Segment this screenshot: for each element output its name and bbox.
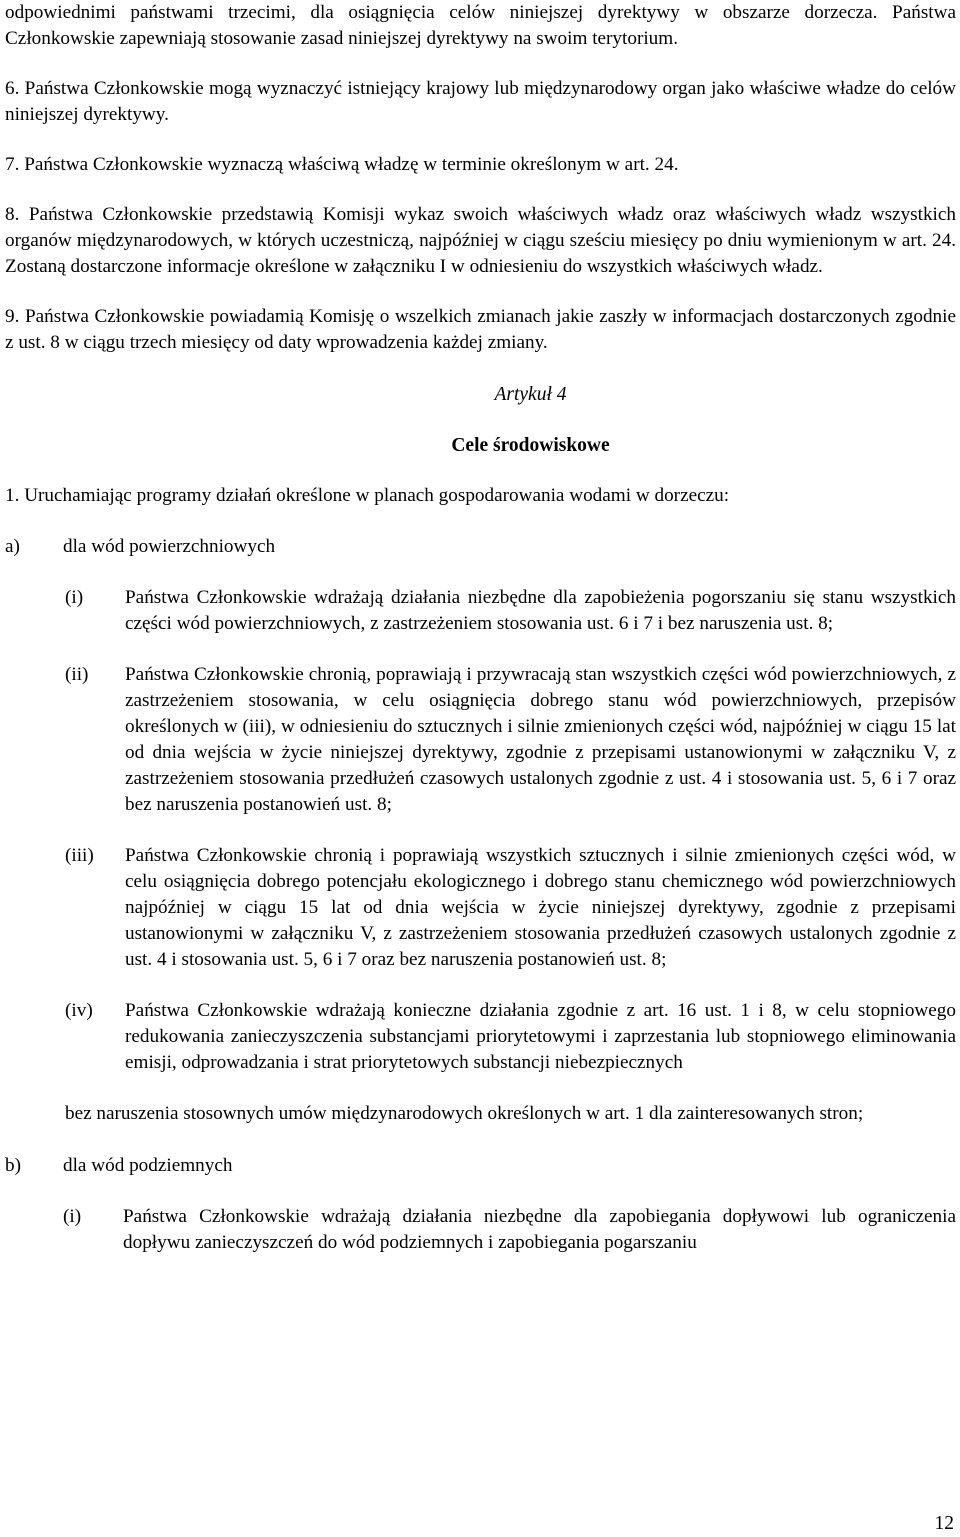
item-number: (iv)	[65, 1000, 93, 1021]
article-title: Artykuł 4	[494, 384, 567, 405]
item-number: (ii)	[65, 664, 89, 685]
paragraph-6: 6. Państwa Członkowskie mogą wyznaczyć istniejący krajowy lub międzynarodowy organ jako właściwe władze do celów niniejszej dyrektywy.	[5, 78, 956, 125]
section-b	[5, 1153, 956, 1179]
section-b-letter: b)	[5, 1155, 21, 1176]
point-1: 1. Uruchamiając programy działań określone w planach gospodarowania wodami w dorzeczu:	[5, 485, 730, 506]
section-b-item-i	[63, 1204, 956, 1256]
item-number: (i)	[63, 1206, 82, 1227]
document-page	[5, 0, 956, 1256]
section-a-tail: bez naruszenia stosownych umów międzynarodowych określonych w art. 1 dla zainteresowanych stron;	[65, 1103, 864, 1124]
section-a-item-iii	[65, 843, 956, 973]
intro-paragraph: odpowiednimi państwami trzecimi, dla osiągnięcia celów niniejszej dyrektywy w obszarze dorzecza. Państwa Członkowskie zapewniają stosowanie zasad niniejszej dyrektywy na swoim terytorium.	[5, 2, 956, 49]
section-a-letter: a)	[5, 536, 20, 557]
paragraph-7: 7. Państwa Członkowskie wyznaczą właściwą władzę w terminie określonym w art. 24.	[5, 154, 679, 175]
section-a-label: dla wód powierzchniowych	[63, 536, 276, 557]
section-a-item-iv	[65, 998, 956, 1076]
paragraph-9: 9. Państwa Członkowskie powiadamią Komisję o wszelkich zmianach jakie zaszły w informacjach dostarczonych zgodnie z ust. 8 w ciągu trzech miesięcy od daty wprowadzenia każdej zmiany.	[5, 306, 956, 353]
item-text: Państwa Członkowskie chronią, poprawiają i przywracają stan wszystkich części wód powierzchniowych, z zastrzeżeniem stosowania, w celu osiągnięcia dobrego stanu wód powierzchniowych, przepisów określonych w (iii), w odniesieniu do sztucznych i silnie zmienionych części wód, najpóźniej w ciągu 15 lat od dnia wejścia w życie niniejszej dyrektywy, zgodnie z przepisami ustanowionymi w załączniku V, z zastrzeżeniem stosowania przedłużeń czasowych ustalonych zgodnie z ust. 4 i stosowania ust. 5, 6 i 7 oraz bez naruszenia postanowień ust. 8;	[125, 664, 956, 815]
page-number: 12	[934, 1513, 954, 1534]
item-number: (i)	[65, 587, 84, 608]
paragraph-8: 8. Państwa Członkowskie przedstawią Komisji wykaz swoich właściwych władz oraz właściwych władz wszystkich organów międzynarodowych, w których uczestniczą, najpóźniej w ciągu sześciu miesięcy po dniu wymienionym w art. 24. Zostaną dostarczone informacje określone w załączniku I w odniesieniu do wszystkich właściwych władz.	[5, 204, 956, 277]
section-a	[5, 534, 956, 560]
article-heading: Cele środowiskowe	[451, 435, 610, 456]
item-text: Państwa Członkowskie chronią i poprawiają wszystkich sztucznych i silnie zmienionych części wód, w celu osiągnięcia dobrego potencjału ekologicznego i dobrego stanu chemicznego wód powierzchniowych najpóźniej w ciągu 15 lat od dnia wejścia w życie niniejszej dyrektywy, zgodnie z przepisami ustanowionymi w załączniku V, z zastrzeżeniem stosowania przedłużeń czasowych ustalonych zgodnie z ust. 4 i stosowania ust. 5, 6 i 7 oraz bez naruszenia postanowień ust. 8;	[125, 845, 956, 970]
section-a-item-i	[65, 585, 956, 637]
section-b-label: dla wód podziemnych	[63, 1155, 233, 1176]
item-text: Państwa Członkowskie wdrażają działania niezbędne dla zapobieżenia pogorszaniu się stanu wszystkich części wód powierzchniowych, z zastrzeżeniem stosowania ust. 6 i 7 i bez naruszenia ust. 8;	[125, 587, 956, 634]
item-text: Państwa Członkowskie wdrażają działania niezbędne dla zapobiegania dopływowi lub ograniczenia dopływu zanieczyszczeń do wód podziemnych i zapobiegania pogarszaniu	[123, 1206, 956, 1253]
item-text: Państwa Członkowskie wdrażają konieczne działania zgodnie z art. 16 ust. 1 i 8, w celu stopniowego redukowania zanieczyszczenia substancjami priorytetowymi i zaprzestania lub stopniowego eliminowania emisji, odprowadzania i strat priorytetowych substancji niebezpiecznych	[125, 1000, 956, 1073]
item-number: (iii)	[65, 845, 94, 866]
section-a-item-ii	[65, 662, 956, 818]
